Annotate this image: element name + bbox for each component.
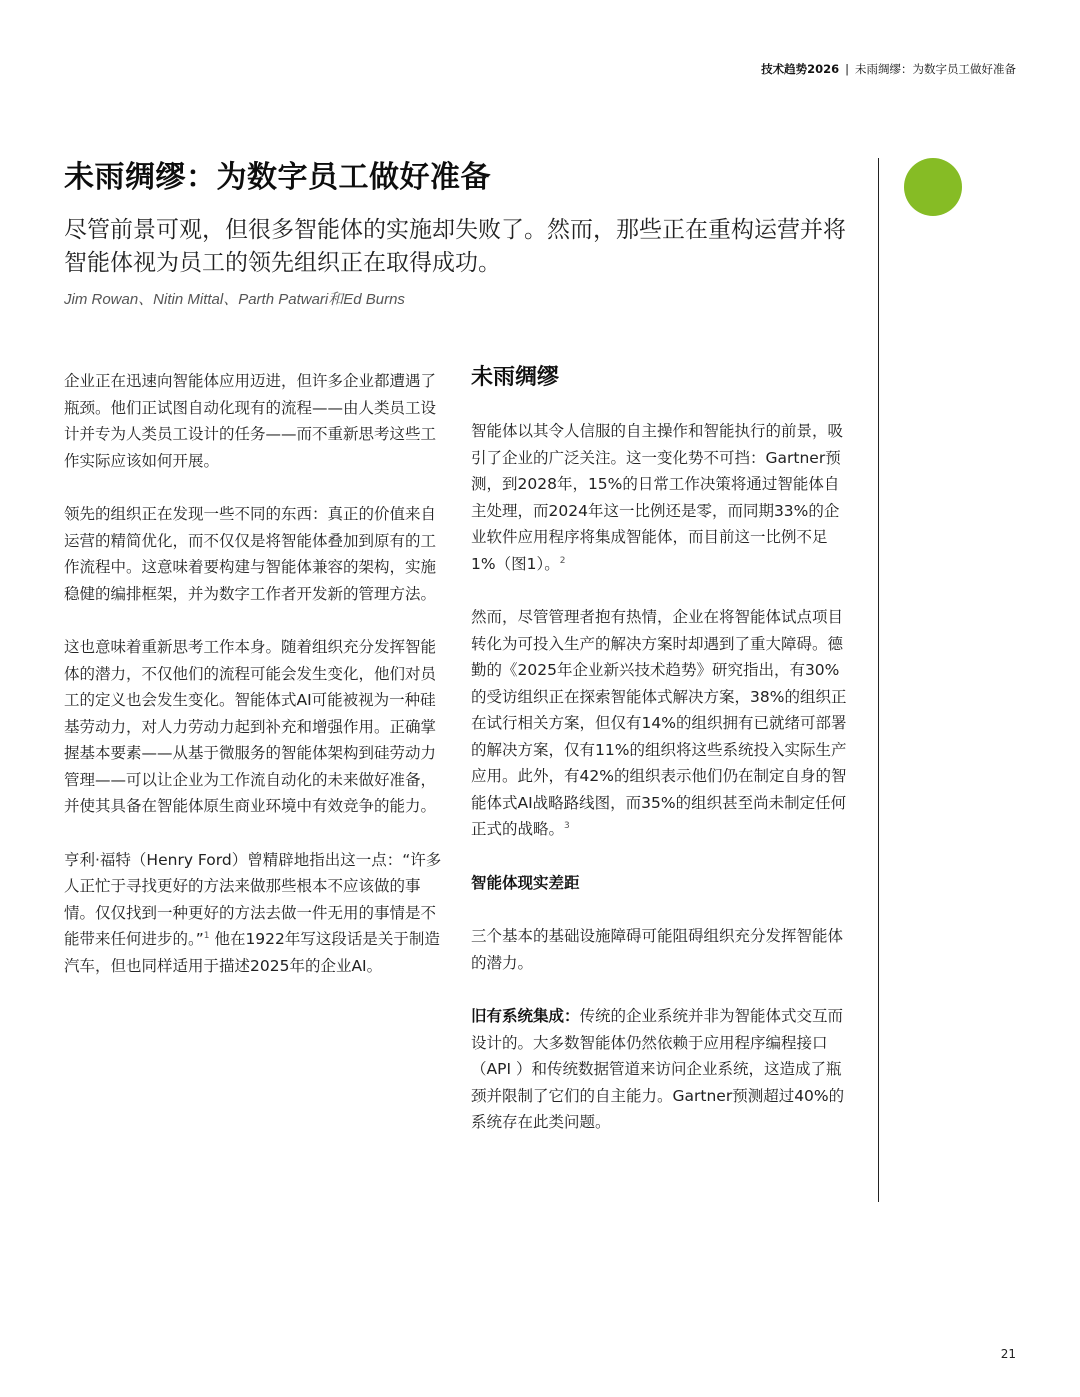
green-circle-icon <box>904 158 962 216</box>
vertical-divider <box>878 158 879 1202</box>
subsection-heading: 智能体现实差距 <box>471 873 580 892</box>
footnote-ref-1[interactable]: 1 <box>203 930 210 941</box>
right-paragraph-1-text: 智能体以其令人信服的自主操作和智能执行的前景，吸引了企业的广泛关注。这一变化势不可挡：Gartner预测，到2028年，15%的日常工作决策将通过智能体自主处理，而2024年这一比例还是零，而同期33%的企业软件应用程序将集成智能体，而目前这一比例不足1%（图1）。 <box>471 422 844 573</box>
right-paragraph-3: 三个基本的基础设施障碍可能阻碍组织充分发挥智能体的潜力。 <box>471 927 844 972</box>
quote-text: 亨利·福特（Henry Ford）曾精辟地指出这一点：“许多人正忙于寻找更好的方法来做那些根本不应该做的事情。仅仅找到一种更好的方法去做一件无用的事情是不能带来任何进步的。” <box>64 850 442 948</box>
header-series: 技术趋势2026 <box>761 62 840 76</box>
page-title: 未雨绸缪：为数字员工做好准备 <box>64 160 491 195</box>
quote-tail: 他在1922年写这段话是关于制造汽车，但也同样适用于描述2025年的企业AI。 <box>64 930 440 975</box>
right-paragraph-4 <box>471 1003 851 1136</box>
right-paragraph-2 <box>471 604 851 843</box>
footnote-ref-3[interactable]: 3 <box>564 820 570 831</box>
left-paragraph-4 <box>64 847 444 980</box>
legacy-integration-label: 旧有系统集成： <box>471 1007 580 1025</box>
authors: Jim Rowan、Nitin Mittal、Parth Patwari和Ed Burns <box>64 291 405 308</box>
left-paragraph-3: 这也意味着重新思考工作本身。随着组织充分发挥智能体的潜力，不仅他们的流程可能会发生变化，他们对员工的定义也会发生变化。智能体式AI可能被视为一种硅基劳动力，对人力劳动力起到补充和增强作用。正确掌握基本要素——从基于微服务的智能体架构到硅劳动力管理——可以让企业为工作流自动化的未来做好准备，并使其具备在智能体原生商业环境中有效竞争的能力。 <box>64 638 437 815</box>
footnote-ref-2[interactable]: 2 <box>559 555 566 566</box>
header-separator: | <box>845 62 849 76</box>
page-number: 21 <box>1000 1347 1016 1361</box>
right-column <box>471 362 851 1163</box>
running-header <box>761 61 1016 77</box>
left-paragraph-2: 领先的组织正在发现一些不同的东西：真正的价值来自运营的精简优化，而不仅仅是将智能体叠加到原有的工作流程中。这意味着要构建与智能体兼容的架构，实施稳健的编排框架，并为数字工作者开发新的管理方法。 <box>64 505 437 603</box>
page-subtitle: 尽管前景可观，但很多智能体的实施却失败了。然而，那些正在重构运营并将智能体视为员工的领先组织正在取得成功。 <box>64 217 846 276</box>
right-paragraph-2-text: 然而，尽管管理者抱有热情，企业在将智能体试点项目转化为可投入生产的解决方案时却遇到了重大障碍。德勤的《2025年企业新兴技术趋势》研究指出，有30%的受访组织正在探索智能体式解决方案，38%的组织正在试行相关方案，但仅有14%的组织拥有已就绪可部署的解决方案，仅有11%的组织将这些系统投入实际生产应用。此外，有42%的组织表示他们仍在制定自身的智能体式AI战略路线图，而35%的组织甚至尚未制定任何正式的战略。 <box>471 608 847 838</box>
right-paragraph-1 <box>471 418 851 577</box>
left-paragraph-1: 企业正在迅速向智能体应用迈进，但许多企业都遭遇了瓶颈。他们正试图自动化现有的流程——由人类员工设计并专为人类员工设计的任务——而不重新思考这些工作实际应该如何开展。 <box>64 372 437 470</box>
legacy-integration-text: 传统的企业系统并非为智能体式交互而设计的。大多数智能体仍然依赖于应用程序编程接口（API ）和传统数据管道来访问企业系统，这造成了瓶颈并限制了它们的自主能力。Gartner预测超过40%的系统存在此类问题。 <box>471 1007 845 1131</box>
left-column <box>64 368 444 1006</box>
header-chapter: 未雨绸缪：为数字员工做好准备 <box>855 62 1016 76</box>
section-heading: 未雨绸缪 <box>471 365 560 390</box>
